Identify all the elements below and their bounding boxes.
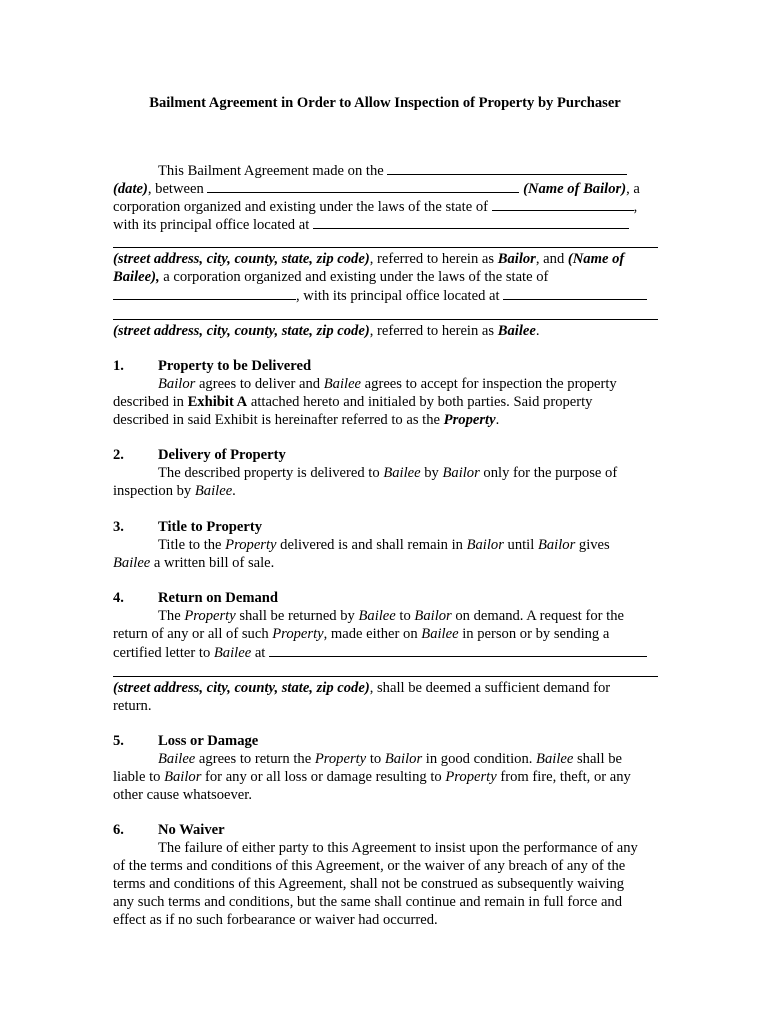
bailee-address-blank[interactable] <box>113 319 658 320</box>
bailee-name-label-2: Bailee), <box>113 269 160 285</box>
text-run: Property <box>443 412 496 428</box>
text-run: (street address, city, county, state, zip code) <box>113 680 370 696</box>
text-run: gives <box>575 537 610 553</box>
text-run: agrees to return the <box>195 751 315 767</box>
text-run: agrees to accept for inspection the property <box>361 376 617 392</box>
section-6-line-1: The failure of either party to this Agreement to insist upon the performance of any <box>158 840 638 856</box>
between-text: , between <box>147 181 204 197</box>
text-run: shall be returned by <box>235 608 359 624</box>
section-heading: Delivery of Property <box>158 447 286 463</box>
text-run: on demand. A request for the <box>451 608 624 624</box>
text-run: delivered is and shall remain in <box>276 537 467 553</box>
section-number: 1. <box>113 358 124 374</box>
text-run: Bailee <box>323 376 362 392</box>
section-heading: No Waiver <box>158 822 225 838</box>
section-4-line-5: return. <box>113 698 152 714</box>
text-run: . <box>495 412 500 428</box>
text-run: Bailee <box>158 751 196 767</box>
bailor-name-label: (Name of Bailor) <box>523 181 627 197</box>
text-run: The described property is delivered to <box>158 465 384 481</box>
text-run: for any or all loss or damage resulting to <box>201 769 446 785</box>
section-1-line-2 <box>113 393 658 411</box>
intro-line-2 <box>113 179 658 198</box>
section-5-line-2 <box>113 768 658 786</box>
text-run: Bailee <box>113 555 151 571</box>
section-6-line-4: any such terms and conditions, but the same shall continue and remain in full force and <box>113 894 623 910</box>
intro-line-3 <box>113 197 658 216</box>
bailee-state-blank[interactable] <box>113 286 296 300</box>
text-run: only for the purpose of <box>479 465 618 481</box>
text-run: Bailor <box>158 376 196 392</box>
section-6-line-5: effect as if no such forbearance or waiver had occurred. <box>113 912 438 928</box>
text-run: Property <box>445 769 497 785</box>
and-text: , and <box>535 251 565 267</box>
bailee-office-blank[interactable] <box>503 286 647 300</box>
text-run: Property <box>184 608 236 624</box>
text-run: Title to the <box>158 537 226 553</box>
date-blank[interactable] <box>387 161 627 175</box>
return-address-blank[interactable] <box>269 643 647 657</box>
text-run: Property <box>272 626 324 642</box>
section-1-line-1 <box>158 375 658 393</box>
section-4-line-2 <box>113 625 658 643</box>
text-run: to <box>366 751 385 767</box>
text-run: Property <box>314 751 367 767</box>
text-run: Bailee <box>421 626 459 642</box>
section-5-line-1 <box>158 750 658 768</box>
bailee-office-text: , with its principal office located at <box>296 288 500 304</box>
text-run: return of any or all of such <box>113 626 273 642</box>
document-title: Bailment Agreement in Order to Allow Inspection of Property by Purchaser <box>149 95 621 111</box>
text-run: Bailee <box>536 751 574 767</box>
section-number: 6. <box>113 822 124 838</box>
text-run: in good condition. <box>422 751 537 767</box>
text-run: certified letter to <box>113 645 214 661</box>
bailee-term: Bailee <box>497 323 536 339</box>
bailee-state-text: a corporation organized and existing under the laws of the state of <box>163 269 549 285</box>
ref-bailee-text: , referred to herein as <box>369 323 495 339</box>
text-run: Bailee <box>358 608 396 624</box>
section-heading: Property to be Delivered <box>158 358 312 374</box>
bailor-term: Bailor <box>497 251 536 267</box>
text-run: until <box>503 537 538 553</box>
text-run: Bailor <box>384 751 423 767</box>
section-heading: Loss or Damage <box>158 733 259 749</box>
text-run: Bailor <box>442 465 480 481</box>
text-run: Bailor <box>466 537 504 553</box>
bailor-name-blank[interactable] <box>207 179 519 193</box>
comma-text: , <box>633 199 638 215</box>
intro-line-7 <box>113 268 658 286</box>
text-run: Bailee <box>194 483 233 499</box>
intro-line-6 <box>113 250 658 268</box>
comma-a-text: , a <box>626 181 640 197</box>
text-run: a written bill of sale. <box>150 555 275 571</box>
text-run: Bailee <box>213 645 252 661</box>
date-label: (date) <box>113 181 148 197</box>
bailor-office-blank[interactable] <box>313 215 629 229</box>
section-3-line-1 <box>158 536 658 554</box>
section-6-line-3: terms and conditions of this Agreement, shall not be construed as subsequently waiving <box>113 876 625 892</box>
text-run: to <box>395 608 415 624</box>
section-heading: Title to Property <box>158 519 263 535</box>
intro-line-10 <box>113 322 658 340</box>
bailor-address-blank[interactable] <box>113 247 658 248</box>
text-run: agrees to deliver and <box>195 376 324 392</box>
text-run: , made either on <box>323 626 422 642</box>
text-run: by <box>420 465 443 481</box>
text-run: liable to <box>113 769 165 785</box>
office-text: with its principal office located at <box>113 217 310 233</box>
return-address-blank-2[interactable] <box>113 676 658 677</box>
text-run: described in said Exhibit is hereinafter referred to as the <box>113 412 444 428</box>
intro-line-4 <box>113 215 658 234</box>
intro-line-8 <box>113 286 658 305</box>
text-run: Bailee <box>383 465 421 481</box>
text-run: described in <box>113 394 188 410</box>
section-number: 4. <box>113 590 124 606</box>
bailee-address-label: (street address, city, county, state, zip code) <box>113 323 370 339</box>
section-6-line-2: of the terms and conditions of this Agreement, or the waiver of any breach of any of the <box>113 858 626 874</box>
bailor-state-blank[interactable] <box>492 197 634 211</box>
section-number: 5. <box>113 733 124 749</box>
section-3-line-2 <box>113 554 658 572</box>
section-5-line-3: other cause whatsoever. <box>113 787 252 803</box>
text-run: Bailor <box>414 608 452 624</box>
bailee-name-label: (Name of <box>567 251 625 267</box>
section-4-line-1 <box>158 607 658 625</box>
section-4-line-4 <box>113 679 658 697</box>
section-number: 3. <box>113 519 124 535</box>
intro-line-1 <box>158 161 658 180</box>
intro-text: This Bailment Agreement made on the <box>158 163 384 179</box>
bailor-address-label: (street address, city, county, state, zip code) <box>113 251 370 267</box>
section-number: 2. <box>113 447 124 463</box>
text-run: Bailor <box>537 537 576 553</box>
text-run: attached hereto and initialed by both parties. Said property <box>247 394 593 410</box>
period-text: . <box>535 323 540 339</box>
text-run: Property <box>225 537 277 553</box>
section-4-line-3 <box>113 643 658 662</box>
text-run: at <box>251 645 266 661</box>
text-run: . <box>232 483 236 499</box>
state-text: corporation organized and existing under the laws of the state of <box>113 199 488 215</box>
section-1-line-3 <box>113 411 658 429</box>
section-heading: Return on Demand <box>158 590 278 606</box>
text-run: from fire, theft, or any <box>496 769 631 785</box>
text-run: inspection by <box>113 483 195 499</box>
text-run: shall be <box>573 751 622 767</box>
section-2-line-2 <box>113 482 658 500</box>
text-run: Bailor <box>164 769 202 785</box>
text-run: , shall be deemed a sufficient demand for <box>369 680 611 696</box>
text-run: in person or by sending a <box>458 626 610 642</box>
ref-bailor-text: , referred to herein as <box>369 251 495 267</box>
text-run: The <box>158 608 185 624</box>
text-run: Exhibit A <box>187 394 248 410</box>
section-2-line-1 <box>158 464 658 482</box>
